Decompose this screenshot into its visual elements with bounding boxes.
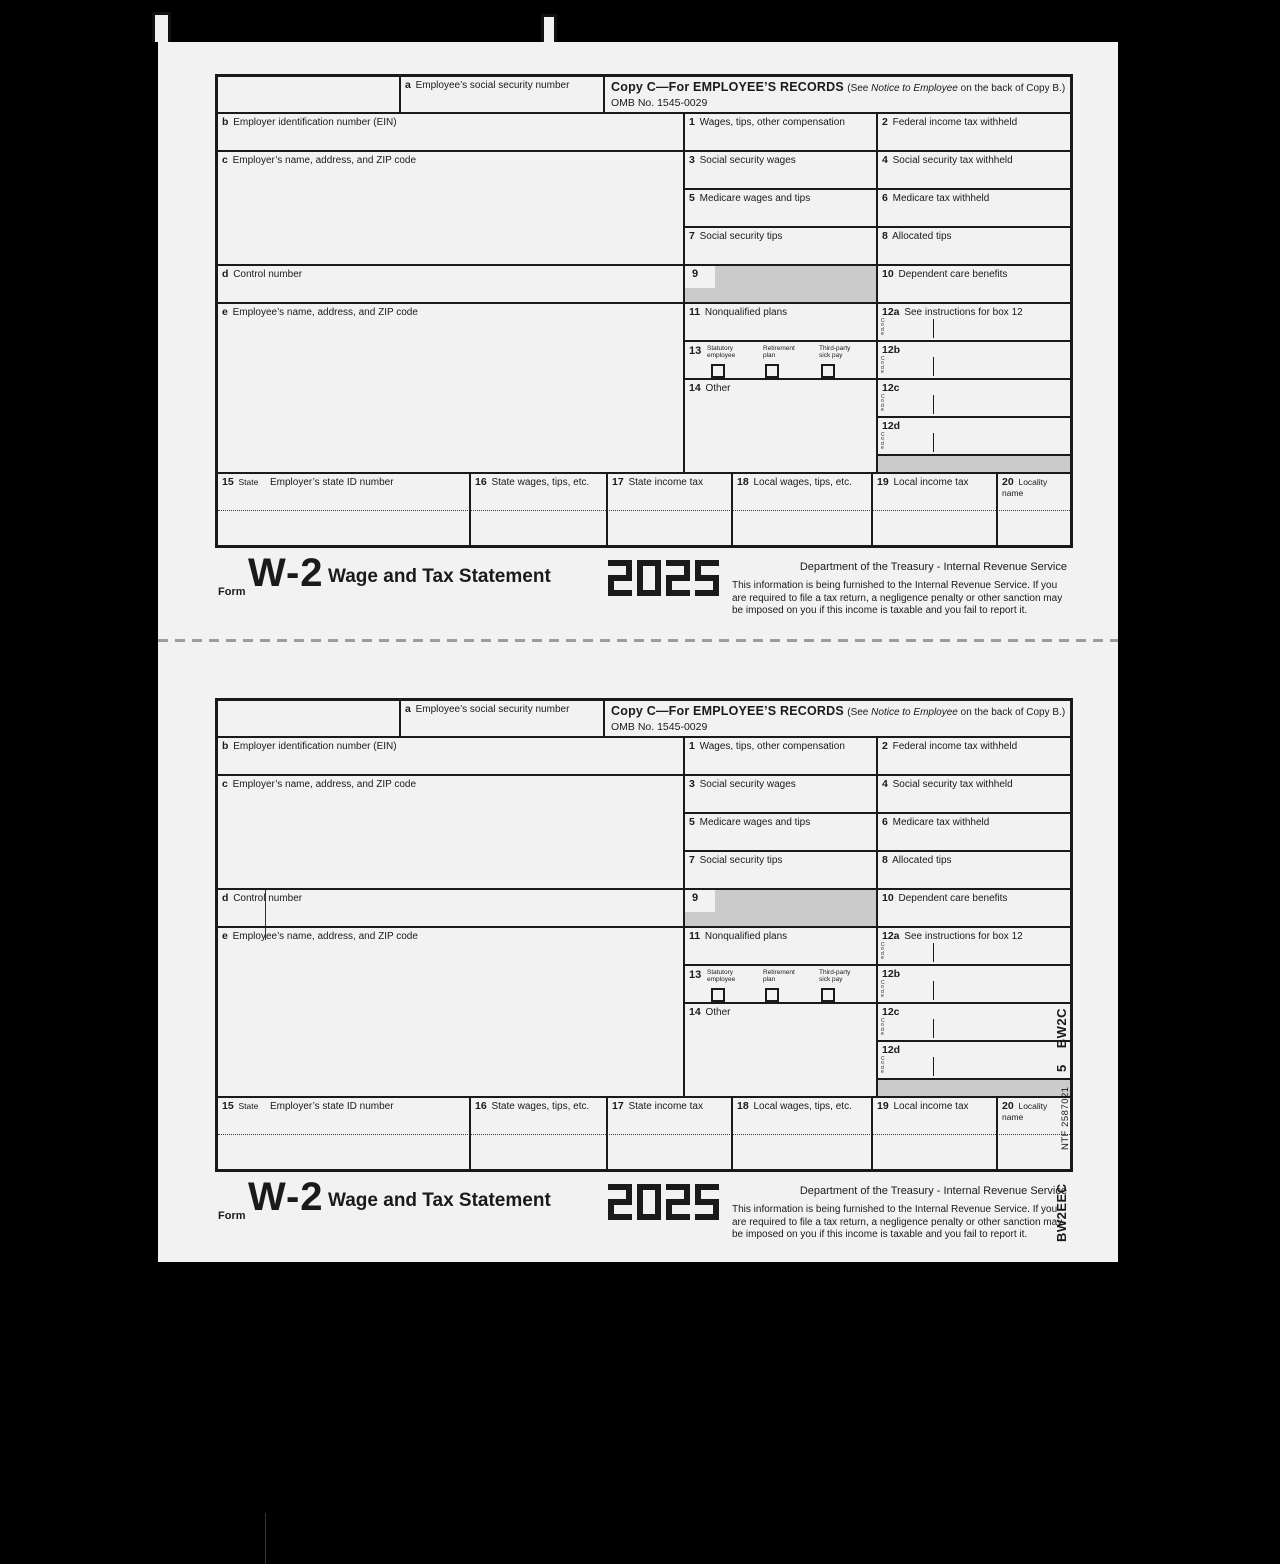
form-footer bbox=[215, 1174, 1067, 1256]
box-17-state-tax: 17 State income tax bbox=[608, 474, 733, 545]
code-label: Code bbox=[881, 356, 885, 376]
box-a-label: a Employee’s social security number bbox=[405, 703, 570, 715]
copy-title: Copy C—For EMPLOYEE’S RECORDS (See Notice to Employee on the back of Copy B.) bbox=[611, 80, 1066, 94]
box-9-number: 9 bbox=[685, 266, 715, 288]
box-a-ssn bbox=[401, 701, 605, 738]
state-row-dotted-divider bbox=[218, 510, 1070, 511]
box-3-ss-wages: 3 Social security wages bbox=[685, 152, 878, 190]
form-word: Form bbox=[218, 586, 246, 598]
box-12b: 12b Code bbox=[878, 342, 1070, 380]
box-20-locality: 20 Locality name bbox=[1002, 1100, 1048, 1122]
code-label: Code bbox=[881, 942, 885, 962]
shaded-strip bbox=[878, 1080, 1070, 1098]
code-divider bbox=[933, 981, 934, 1000]
pin-feed-notch bbox=[541, 14, 557, 42]
code-label: Code bbox=[881, 1056, 885, 1076]
tax-year bbox=[608, 560, 724, 598]
box-6-medicare-tax: 6 Medicare tax withheld bbox=[878, 190, 1070, 228]
code-divider bbox=[933, 1057, 934, 1076]
box-void bbox=[218, 701, 401, 738]
code-label: Code bbox=[881, 980, 885, 1000]
box-16-state-wages: 16 State wages, tips, etc. bbox=[471, 474, 608, 545]
box-8-allocated-tips: 8 Allocated tips bbox=[878, 852, 1070, 890]
box-12b: 12b Code bbox=[878, 966, 1070, 1004]
form-number: W-2 bbox=[248, 551, 324, 595]
box-7-ss-tips: 7 Social security tips bbox=[685, 228, 878, 266]
box-11-nonqualified-plans: 11 Nonqualified plans bbox=[685, 928, 878, 966]
box-12c: 12c Code bbox=[878, 1004, 1070, 1042]
box-e-employee-address: e Employee’s name, address, and ZIP code bbox=[218, 304, 685, 474]
disclaimer-text: This information is being furnished to the Internal Revenue Service. If you are required to file a tax return, a negligence penalty or other sanction may be imposed on you if this income is taxable and you fail to report it. bbox=[732, 1204, 1063, 1240]
box-10-dependent-care: 10 Dependent care benefits bbox=[878, 266, 1070, 304]
box-9-shaded bbox=[685, 890, 878, 928]
box-19-local-tax: 19 Local income tax bbox=[873, 1098, 998, 1169]
box-6-medicare-tax: 6 Medicare tax withheld bbox=[878, 814, 1070, 852]
state-id-label: Employer’s state ID number bbox=[270, 1101, 394, 1112]
copy-header bbox=[605, 77, 1070, 114]
code-divider bbox=[933, 357, 934, 376]
box-12a: 12a See instructions for box 12 Code bbox=[878, 304, 1070, 342]
box-c-employer-address: c Employer’s name, address, and ZIP code bbox=[218, 152, 685, 266]
margin-bw2eec-code: BW2EEC bbox=[1054, 1183, 1069, 1242]
copy-title: Copy C—For EMPLOYEE’S RECORDS (See Notice to Employee on the back of Copy B.) bbox=[611, 704, 1066, 718]
box-2-federal-tax: 2 Federal income tax withheld bbox=[878, 114, 1070, 152]
box-d-control-number: d Control number bbox=[218, 266, 685, 304]
third-party-sick-pay-label: Third-party sick pay bbox=[819, 345, 851, 359]
box-7-ss-tips: 7 Social security tips bbox=[685, 852, 878, 890]
checkbox-retirement-plan[interactable] bbox=[765, 988, 779, 1002]
code-label: Code bbox=[881, 394, 885, 414]
form-word: Form bbox=[218, 1210, 246, 1222]
code-label: Code bbox=[881, 432, 885, 452]
margin-ntf-number: NTF 2587021 bbox=[1060, 1086, 1071, 1150]
box-12c: 12c Code bbox=[878, 380, 1070, 418]
checkbox-retirement-plan[interactable] bbox=[765, 364, 779, 378]
box-8-allocated-tips: 8 Allocated tips bbox=[878, 228, 1070, 266]
box-15-state: 15 State Employer’s state ID number bbox=[218, 474, 471, 545]
box-b-ein: b Employer identification number (EIN) bbox=[218, 114, 685, 152]
statutory-employee-label: Statutory employee bbox=[707, 969, 736, 983]
omb-number: OMB No. 1545-0029 bbox=[611, 97, 708, 109]
disclaimer-text: This information is being furnished to the Internal Revenue Service. If you are required to file a tax return, a negligence penalty or other sanction may be imposed on you if this income is taxable and you fail to report it. bbox=[732, 580, 1063, 616]
tax-year bbox=[608, 1184, 724, 1222]
code-divider bbox=[933, 433, 934, 452]
box-19-local-tax: 19 Local income tax bbox=[873, 474, 998, 545]
box-12a: 12a See instructions for box 12 Code bbox=[878, 928, 1070, 966]
w2-form bbox=[215, 698, 1075, 1256]
box-18-local-wages: 18 Local wages, tips, etc. bbox=[733, 474, 873, 545]
w2-table bbox=[215, 698, 1073, 1172]
form-page bbox=[158, 42, 1118, 1262]
form-title: Wage and Tax Statement bbox=[328, 566, 551, 587]
checkbox-statutory-employee[interactable] bbox=[711, 364, 725, 378]
box-9-shaded bbox=[685, 266, 878, 304]
box-9-number: 9 bbox=[685, 890, 715, 912]
checkbox-third-party-sick-pay[interactable] bbox=[821, 364, 835, 378]
form-footer bbox=[215, 550, 1067, 632]
treasury-line: Department of the Treasury - Internal Revenue Service bbox=[799, 1185, 1067, 1197]
shaded-strip bbox=[878, 456, 1070, 474]
box-13-checkboxes: 13 Statutory employee Retirement plan Third-party sick pay bbox=[685, 342, 878, 380]
box-17-state-tax: 17 State income tax bbox=[608, 1098, 733, 1169]
box-20-locality: 20 Locality name bbox=[1002, 476, 1048, 498]
box-4-ss-tax: 4 Social security tax withheld bbox=[878, 776, 1070, 814]
checkbox-statutory-employee[interactable] bbox=[711, 988, 725, 1002]
box-1-wages: 1 Wages, tips, other compensation bbox=[685, 738, 878, 776]
box-12d: 12d Code bbox=[878, 1042, 1070, 1080]
box-2-federal-tax: 2 Federal income tax withheld bbox=[878, 738, 1070, 776]
box-10-dependent-care: 10 Dependent care benefits bbox=[878, 890, 1070, 928]
box-11-nonqualified-plans: 11 Nonqualified plans bbox=[685, 304, 878, 342]
state-id-label: Employer’s state ID number bbox=[270, 477, 394, 488]
box-b-ein: b Employer identification number (EIN) bbox=[218, 738, 685, 776]
box-5-medicare-wages: 5 Medicare wages and tips bbox=[685, 814, 878, 852]
code-divider bbox=[933, 395, 934, 414]
third-party-sick-pay-label: Third-party sick pay bbox=[819, 969, 851, 983]
box-14-other: 14 Other bbox=[685, 380, 878, 474]
box-a-label: a Employee’s social security number bbox=[405, 79, 570, 91]
w2-table bbox=[215, 74, 1073, 548]
w2-form bbox=[215, 74, 1075, 632]
box-15-state: 15 State Employer’s state ID number bbox=[218, 1098, 471, 1169]
box-14-other: 14 Other bbox=[685, 1004, 878, 1098]
checkbox-third-party-sick-pay[interactable] bbox=[821, 988, 835, 1002]
box-void bbox=[218, 77, 401, 114]
box-d-control-number: d Control number bbox=[218, 890, 685, 928]
code-divider bbox=[933, 319, 934, 338]
box-16-state-wages: 16 State wages, tips, etc. bbox=[471, 1098, 608, 1169]
box-4-ss-tax: 4 Social security tax withheld bbox=[878, 152, 1070, 190]
retirement-plan-label: Retirement plan bbox=[763, 969, 795, 983]
form-title: Wage and Tax Statement bbox=[328, 1190, 551, 1211]
treasury-line: Department of the Treasury - Internal Revenue Service bbox=[799, 561, 1067, 573]
box-13-checkboxes: 13 Statutory employee Retirement plan Third-party sick pay bbox=[685, 966, 878, 1004]
statutory-employee-label: Statutory employee bbox=[707, 345, 736, 359]
code-divider bbox=[933, 1019, 934, 1038]
omb-number: OMB No. 1545-0029 bbox=[611, 721, 708, 733]
w2-copy-top bbox=[215, 74, 1075, 634]
state-divider bbox=[265, 1513, 266, 1564]
pin-feed-notch bbox=[152, 12, 171, 42]
copy-header bbox=[605, 701, 1070, 738]
margin-form-code: 5BW2C bbox=[1054, 1007, 1069, 1072]
box-12d: 12d Code bbox=[878, 418, 1070, 456]
retirement-plan-label: Retirement plan bbox=[763, 345, 795, 359]
w2-copy-bottom bbox=[215, 698, 1075, 1258]
box-3-ss-wages: 3 Social security wages bbox=[685, 776, 878, 814]
box-c-employer-address: c Employer’s name, address, and ZIP code bbox=[218, 776, 685, 890]
code-divider bbox=[933, 943, 934, 962]
box-5-medicare-wages: 5 Medicare wages and tips bbox=[685, 190, 878, 228]
box-e-employee-address: e Employee’s name, address, and ZIP code bbox=[218, 928, 685, 1098]
code-label: Code bbox=[881, 318, 885, 338]
box-a-ssn bbox=[401, 77, 605, 114]
box-18-local-wages: 18 Local wages, tips, etc. bbox=[733, 1098, 873, 1169]
state-row-dotted-divider bbox=[218, 1134, 1070, 1135]
box-1-wages: 1 Wages, tips, other compensation bbox=[685, 114, 878, 152]
code-label: Code bbox=[881, 1018, 885, 1038]
form-number: W-2 bbox=[248, 1175, 324, 1219]
perforation-line bbox=[158, 639, 1118, 642]
